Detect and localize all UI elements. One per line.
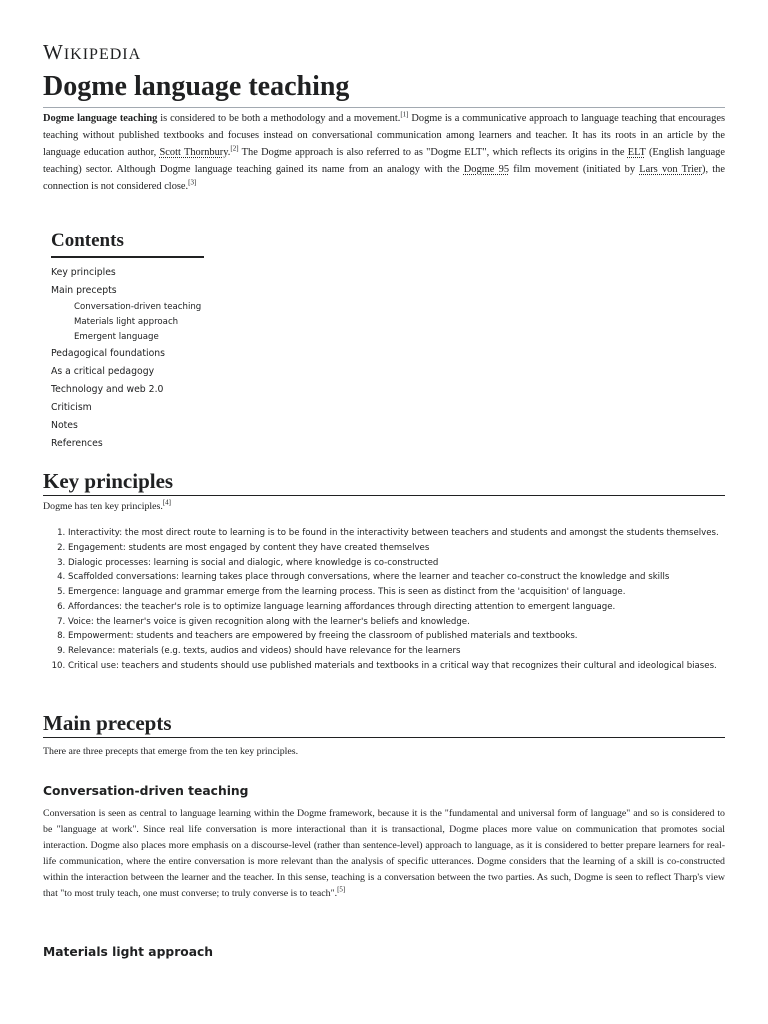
link-dogme-95[interactable]: Dogme 95 <box>463 164 510 175</box>
key-principles-list <box>43 528 728 676</box>
toc-item-critical-pedagogy[interactable]: As a critical pedagogy <box>51 366 155 377</box>
wordmark-initial: W <box>43 40 64 64</box>
intro-text: is considered to be both a methodology and a movement. <box>157 113 401 124</box>
list-item: 2. Engagement: students are most engaged by content they have created themselves <box>68 543 728 555</box>
toc-title: Contents <box>51 228 204 258</box>
list-item: 4. Scaffolded conversations: learning takes place through conversations, where the learner and teacher co-construct the knowledge and skills <box>68 572 728 584</box>
section-heading-key-principles: Key principles <box>43 468 725 496</box>
list-item: 10. Critical use: teachers and students should use published materials and textbooks in a critical way that recognizes their cultural and ideological biases. <box>68 661 728 673</box>
toc-item-key-principles[interactable]: Key principles <box>51 267 116 278</box>
toc-list <box>51 264 311 453</box>
table-of-contents <box>51 228 311 453</box>
list-item: 3. Dialogic processes: learning is social and dialogic, where knowledge is co-constructed <box>68 558 728 570</box>
list-item: 6. Affordances: the teacher's role is to optimize language learning affordances through directing attention to emergent language. <box>68 602 728 614</box>
ref-5[interactable]: [5] <box>337 885 346 894</box>
section-heading-main-precepts: Main precepts <box>43 710 725 738</box>
toc-item-criticism[interactable]: Criticism <box>51 402 92 413</box>
list-item: 1. Interactivity: the most direct route to learning is to be found in the interactivity between teachers and students and amongst the students themselves. <box>68 528 728 540</box>
list-item: 9. Relevance: materials (e.g. texts, audios and videos) should have relevance for the learners <box>68 646 728 658</box>
ref-2[interactable]: [2] <box>230 144 239 153</box>
list-item: 8. Empowerment: students and teachers are empowered by freeing the classroom of published materials and textbooks. <box>68 631 728 643</box>
intro-text: (English language teaching) sector. Although Dogme language teaching gained its name from an analogy with the <box>43 147 725 175</box>
link-scott-thornbury[interactable]: Scott Thornbury <box>159 147 228 158</box>
toc-item-main-precepts[interactable]: Main precepts <box>51 285 117 296</box>
intro-text: film movement (initiated by <box>509 164 640 175</box>
intro-paragraph: Dogme language teaching is considered to be both a methodology and a movement.[1] Dogme is a communicative approach to language teaching that encourages teaching without published textbooks and focuses instead on conversational communication among learners and teacher. It has its roots in an article by the language education author, Scott Thornbury.[2] The Dogme approach is also referred to as "Dogme ELT", which reflects its origins in the ELT (English language teaching) sector. Although Dogme language teaching gained its name from an analogy with the Dogme 95 film movement (initiated by Lars von Trier), the connection is not considered close.[3] <box>43 110 726 192</box>
ref-4[interactable]: [4] <box>162 498 172 507</box>
list-item: 7. Voice: the learner's voice is given recognition along with the learner's beliefs and knowledge. <box>68 617 728 629</box>
main-precepts-intro: There are three precepts that emerge from the ten key principles. <box>43 746 299 757</box>
toc-item-pedagogical-foundations[interactable]: Pedagogical foundations <box>51 348 166 359</box>
toc-item-technology-web[interactable]: Technology and web 2.0 <box>51 384 164 395</box>
conversation-text: Conversation is seen as central to language learning within the Dogme framework, because it is the "fundamental and universal form of language" and so is considered to be "language at work". Since real life conversation is more interactional than it is transactional, Dogme places more value on communication that promotes social interaction. Dogme also places more emphasis on a discourse-level (rather than sentence-level) approach to language, as it is considered to better prepare learners for real-life communication, where the entire conversation is more relevant than the analysis of specific utterances. Dogme considers that the learning of a skill is co-constructed within the interaction between the learner and the teacher. In this sense, teaching is a conversation between the two parties. As such, Dogme is seen to reflect Tharp's view that "to most truly teach, one must converse; to truly converse is to teach". <box>43 808 725 899</box>
list-item: 5. Emergence: language and grammar emerge from the learning process. This is seen as distinct from the 'acquisition' of language. <box>68 587 728 599</box>
ref-3[interactable]: [3] <box>188 178 197 187</box>
conversation-paragraph <box>43 806 725 902</box>
subsection-heading-materials-light-approach: Materials light approach <box>43 945 214 959</box>
intro-lead-bold: Dogme language teaching <box>43 113 158 124</box>
key-principles-intro-text: Dogme has ten key principles. <box>43 501 163 512</box>
intro-text: Dogme is a communicative approach to language teaching that encourages teaching without published textbooks and focuses instead on conversational communication among learners and teacher. It has its roots in an article by the language education author, <box>43 113 726 158</box>
intro-text: The Dogme approach is also referred to as "Dogme ELT", which reflects its origins in the <box>238 147 628 158</box>
toc-item-materials-light-approach[interactable]: Materials light approach <box>74 317 179 327</box>
link-elt[interactable]: ELT <box>627 147 646 158</box>
subsection-heading-conversation-driven-teaching: Conversation-driven teaching <box>43 784 249 798</box>
toc-item-references[interactable]: References <box>51 438 103 449</box>
toc-item-conversation-driven-teaching[interactable]: Conversation-driven teaching <box>74 302 202 312</box>
wikipedia-wordmark[interactable] <box>43 40 141 65</box>
toc-item-emergent-language[interactable]: Emergent language <box>74 332 159 342</box>
intro-text: ), the connection is not considered close. <box>43 164 725 192</box>
ref-1[interactable]: [1] <box>400 110 409 119</box>
wordmark-rest: IKIPEDIA <box>63 46 142 63</box>
page-title: Dogme language teaching <box>43 70 725 108</box>
toc-item-notes[interactable]: Notes <box>51 420 78 431</box>
key-principles-intro <box>43 499 725 515</box>
link-lars-von-trier[interactable]: Lars von Trier <box>639 164 702 175</box>
